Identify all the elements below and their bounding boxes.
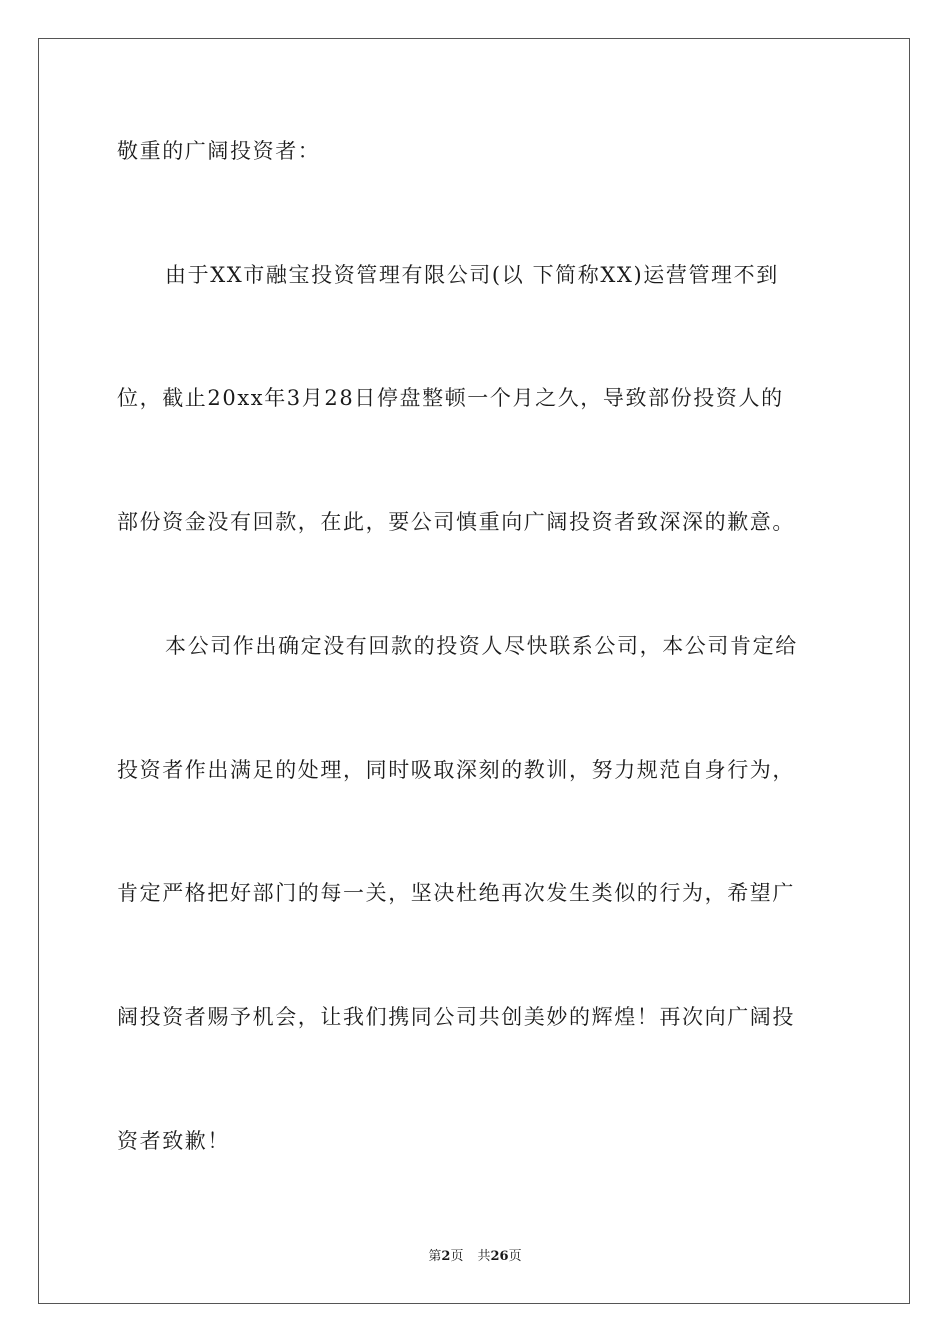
paragraph-2-line-4: 阔投资者赐予机会，让我们携同公司共创美妙的辉煌！再次向广阔投 xyxy=(117,1005,795,1029)
page-number: 2 xyxy=(441,1249,451,1264)
salutation-line: 敬重的广阔投资者： xyxy=(117,139,321,163)
total-suffix: 页 xyxy=(508,1249,522,1264)
paragraph-2-line-3: 肯定严格把好部门的每一关，坚决杜绝再次发生类似的行为，希望广 xyxy=(117,881,795,905)
page-footer xyxy=(0,1248,950,1266)
total-pages: 26 xyxy=(490,1249,509,1264)
paragraph-2-line-1: 本公司作出确定没有回款的投资人尽快联系公司，本公司肯定给 xyxy=(165,634,798,658)
paragraph-2-line-5: 资者致歉！ xyxy=(117,1129,230,1153)
paragraph-2-line-2: 投资者作出满足的处理，同时吸取深刻的教训，努力规范自身行为， xyxy=(117,758,795,782)
page-prefix: 第 xyxy=(428,1249,442,1264)
paragraph-1-line-3: 部份资金没有回款，在此，要公司慎重向广阔投资者致深深的歉意。 xyxy=(117,510,795,534)
paragraph-1-line-2: 位，截止20xx年3月28日停盘整顿一个月之久，导致部份投资人的 xyxy=(117,386,784,410)
total-prefix: 共 xyxy=(477,1249,491,1264)
page-border xyxy=(38,38,910,1304)
paragraph-1-line-1: 由于XX市融宝投资管理有限公司(以 下简称XX)运营管理不到 xyxy=(165,263,779,287)
page-suffix: 页 xyxy=(450,1249,464,1264)
